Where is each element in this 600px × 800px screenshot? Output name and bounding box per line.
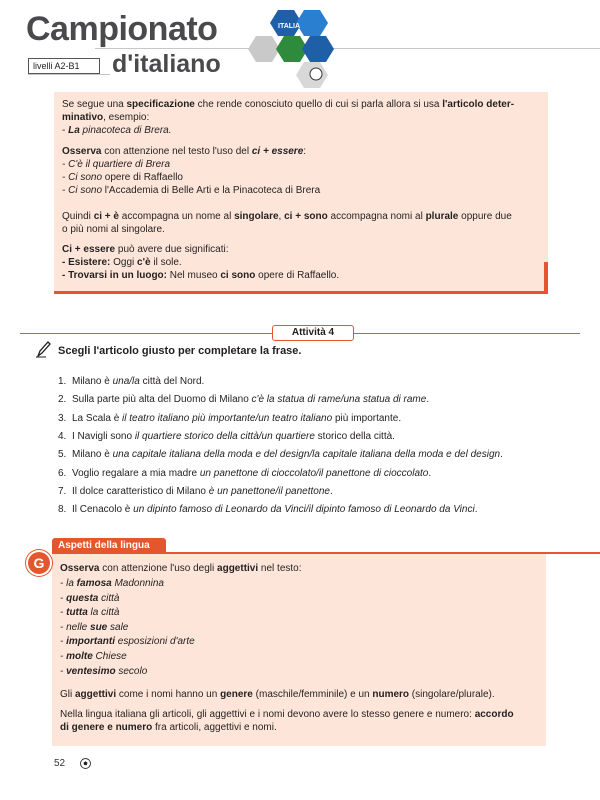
aspects-item: - questa città [60,592,120,604]
aspects-item: - molte Chiese [60,651,127,662]
activity-item: 8. Il Cenacolo è un dipinto famoso di Leonardo da Vinci/il dipinto famoso di Leonardo da Vinci. [58,504,478,516]
info-paragraph-2: Osserva con attenzione nel testo l'uso del ci + essere: - C'è il quartiere di Brera - Ci sono opere di Raffaello - Ci sono l'Accademia di Belle Arti e la Pinacoteca di Brera [62,146,321,196]
activity-item: 2. Sulla parte più alta del Duomo di Milano c'è la statua di rame/una statua di rame. [58,394,430,406]
info-paragraph-1: Se segue una specificazione che rende conosciuto quello di cui si parla allora si usa l'articolo deter- minativo, esempio: - La pinacoteca di Brera. [62,99,515,136]
activity-item: 1. Milano è una/la città del Nord. [58,376,205,387]
aspects-paragraph-1: Gli aggettivi come i nomi hanno un genere (maschile/femminile) e un numero (singolare/plurale). [60,689,495,700]
grammar-badge-icon: G [28,552,50,574]
level-label: livelli A2-B1 [28,58,100,74]
aspects-item: - la famosa Madonnina [60,578,164,589]
activity-item: 6. Voglio regalare a mia madre un panettone di cioccolato/il panettone di cioccolato. [58,467,432,479]
activity-label: Attività 4 [272,325,354,341]
info-paragraph-4: Ci + essere può avere due significati: - Esistere: Oggi c'è il sole. - Trovarsi in un luogo: Nel museo ci sono opere di Raffaello. [62,244,340,281]
aspects-item: - ventesimo secolo [60,665,148,677]
level-rule [28,74,110,75]
hexagon-logo-icon [248,8,334,88]
book-title: Campionato [26,10,218,48]
box-accent-bottom [54,291,548,294]
aspects-item: - importanti esposizioni d'arte [60,636,195,648]
book-subtitle: d'italiano [112,50,221,78]
activity-item: 3. La Scala è il teatro italiano più importante/un teatro italiano più importante. [58,412,402,424]
aspects-item: - nelle sue sale [60,621,129,633]
pencil-icon [34,340,52,358]
aspects-tab: Aspetti della lingua [52,538,166,554]
activity-item: 7. Il dolce caratteristico di Milano è un panettone/il panettone. [58,485,333,497]
activity-item: 5. Milano è una capitale italiana della moda e del design/la capitale italiana della moda e del design. [58,449,503,461]
aspects-item: - tutta la città [60,607,120,619]
aspects-intro: Osserva con attenzione l'uso degli aggettivi nel testo: [60,563,302,574]
info-paragraph-3: Quindi ci + è accompagna un nome al singolare, ci + sono accompagna nomi al plurale oppure due o più nomi al singolare. [62,211,512,235]
box-accent-edge [544,262,548,294]
soccer-ball-icon [80,758,91,769]
page-number: 52 [54,758,66,769]
activity-instruction: Scegli l'articolo giusto per completare la frase. [58,345,302,357]
activity-item: 4. I Navigli sono il quartiere storico della città/un quartiere storico della città. [58,430,395,442]
logo-text: ITALIA [278,23,301,30]
aspects-paragraph-2: Nella lingua italiana gli articoli, gli aggettivi e i nomi devono avere lo stesso genere e numero: accordo di genere e numero fra articoli, aggettivi e nomi. [60,709,514,733]
